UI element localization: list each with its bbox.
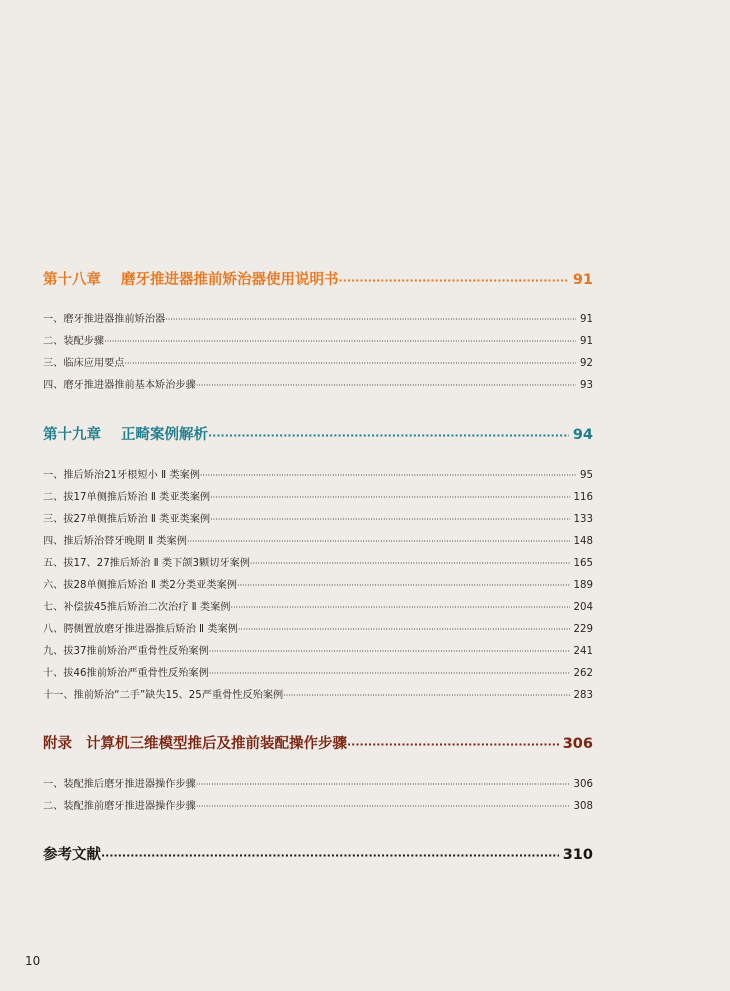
- toc-item-page: 91: [580, 336, 593, 347]
- toc-item-page: 91: [580, 314, 593, 325]
- toc-item-page: 189: [573, 580, 593, 591]
- leader-dots: [125, 353, 577, 375]
- toc-item-page: 283: [573, 690, 593, 701]
- toc-appendix: [43, 730, 593, 818]
- toc-item-page: 92: [580, 358, 593, 369]
- toc-item-page: 308: [573, 801, 593, 812]
- toc-chapter-18: [43, 266, 593, 397]
- chapter-number: 第十八章: [43, 272, 101, 288]
- toc-item-label: 四、推后矫治替牙晚期 Ⅱ 类案例: [43, 536, 187, 547]
- toc-item-page: 229: [573, 624, 593, 635]
- toc-item[interactable]: [43, 375, 593, 397]
- toc-item-page: 306: [573, 779, 593, 790]
- toc-item[interactable]: [43, 796, 593, 818]
- references-heading[interactable]: [43, 841, 593, 869]
- chapter-title: 磨牙推进器推前矫治器使用说明书: [121, 272, 339, 288]
- toc-item-page: 93: [580, 380, 593, 391]
- chapter-heading[interactable]: [43, 421, 593, 449]
- toc-item[interactable]: [43, 353, 593, 375]
- chapter-title: 计算机三维模型推后及推前装配操作步骤: [86, 736, 347, 752]
- leader-dots: [238, 619, 570, 641]
- toc-item[interactable]: [43, 531, 593, 553]
- chapter-page: 91: [572, 272, 593, 288]
- toc-item[interactable]: [43, 465, 593, 487]
- toc-item-label: 九、拔37推前矫治严重骨性反殆案例: [43, 646, 209, 657]
- toc-item-page: 262: [573, 668, 593, 679]
- toc-item[interactable]: [43, 774, 593, 796]
- toc-references: [43, 841, 593, 869]
- toc-item-label: 三、拔27单侧推后矫治 Ⅱ 类亚类案例: [43, 514, 211, 525]
- chapter-number: 第十九章: [43, 427, 101, 443]
- toc-item-page: 133: [573, 514, 593, 525]
- chapter-heading[interactable]: [43, 266, 593, 294]
- toc-item[interactable]: [43, 331, 593, 353]
- leader-dots: [200, 465, 576, 487]
- leader-dots: [104, 331, 576, 353]
- leader-dots: [210, 487, 569, 509]
- leader-dots: [230, 597, 569, 619]
- leader-dots: [196, 375, 576, 397]
- toc-item-page: 95: [580, 470, 593, 481]
- toc-item-label: 四、磨牙推进器推前基本矫治步骤: [43, 380, 196, 391]
- toc-item[interactable]: [43, 641, 593, 663]
- references-title: 参考文献: [43, 847, 101, 863]
- leader-dots: [208, 422, 569, 450]
- toc-item-label: 一、推后矫治21牙根短小 Ⅱ 类案例: [43, 470, 200, 481]
- toc-item[interactable]: [43, 509, 593, 531]
- toc-chapter-19: [43, 421, 593, 707]
- toc-item[interactable]: [43, 553, 593, 575]
- toc-item-page: 116: [573, 492, 593, 503]
- toc-item-page: 241: [573, 646, 593, 657]
- leader-dots: [250, 553, 570, 575]
- toc-item-page: 165: [573, 558, 593, 569]
- chapter-number: 附录: [43, 736, 72, 752]
- leader-dots: [187, 531, 570, 553]
- toc-item[interactable]: [43, 685, 593, 707]
- toc-item-label: 一、装配推后磨牙推进器操作步骤: [43, 779, 196, 790]
- toc-item-page: 204: [573, 602, 593, 613]
- toc-item-label: 三、临床应用要点: [43, 358, 125, 369]
- toc-item-label: 二、装配步骤: [43, 336, 105, 347]
- chapter-heading[interactable]: [43, 730, 593, 758]
- toc-item-label: 十、拔46推前矫治严重骨性反殆案例: [43, 668, 209, 679]
- chapter-title: 正畸案例解析: [121, 427, 208, 443]
- toc-item-label: 二、拔17单侧推后矫治 Ⅱ 类亚类案例: [43, 492, 211, 503]
- toc-item-label: 一、磨牙推进器推前矫治器: [43, 314, 166, 325]
- toc-item-label: 十一、推前矫治“二手”缺失15、25严重骨性反殆案例: [43, 690, 284, 701]
- toc-item-label: 五、拔17、27推后矫治 Ⅱ 类下颌3颗切牙案例: [43, 558, 250, 569]
- toc-item[interactable]: [43, 619, 593, 641]
- page-number: 10: [25, 954, 41, 968]
- toc-item[interactable]: [43, 663, 593, 685]
- toc-item-label: 八、腭侧置放磨牙推进器推后矫治 Ⅱ 类案例: [43, 624, 238, 635]
- leader-dots: [101, 842, 559, 870]
- leader-dots: [283, 685, 569, 707]
- leader-dots: [209, 663, 570, 685]
- chapter-page: 94: [572, 427, 593, 443]
- toc-item-label: 七、补偿拔45推后矫治二次治疗 Ⅱ 类案例: [43, 602, 231, 613]
- leader-dots: [347, 731, 559, 759]
- toc-item[interactable]: [43, 575, 593, 597]
- leader-dots: [165, 309, 576, 331]
- toc-item-page: 148: [573, 536, 593, 547]
- leader-dots: [339, 267, 569, 295]
- references-page: 310: [562, 847, 593, 863]
- toc-item-label: 二、装配推前磨牙推进器操作步骤: [43, 801, 196, 812]
- leader-dots: [210, 509, 569, 531]
- toc-item[interactable]: [43, 597, 593, 619]
- leader-dots: [209, 641, 570, 663]
- leader-dots: [196, 796, 570, 818]
- leader-dots: [237, 575, 570, 597]
- leader-dots: [196, 774, 570, 796]
- toc-item-label: 六、拔28单侧推后矫治 Ⅱ 类2分类亚类案例: [43, 580, 237, 591]
- toc-item[interactable]: [43, 487, 593, 509]
- toc-item[interactable]: [43, 309, 593, 331]
- chapter-page: 306: [562, 736, 593, 752]
